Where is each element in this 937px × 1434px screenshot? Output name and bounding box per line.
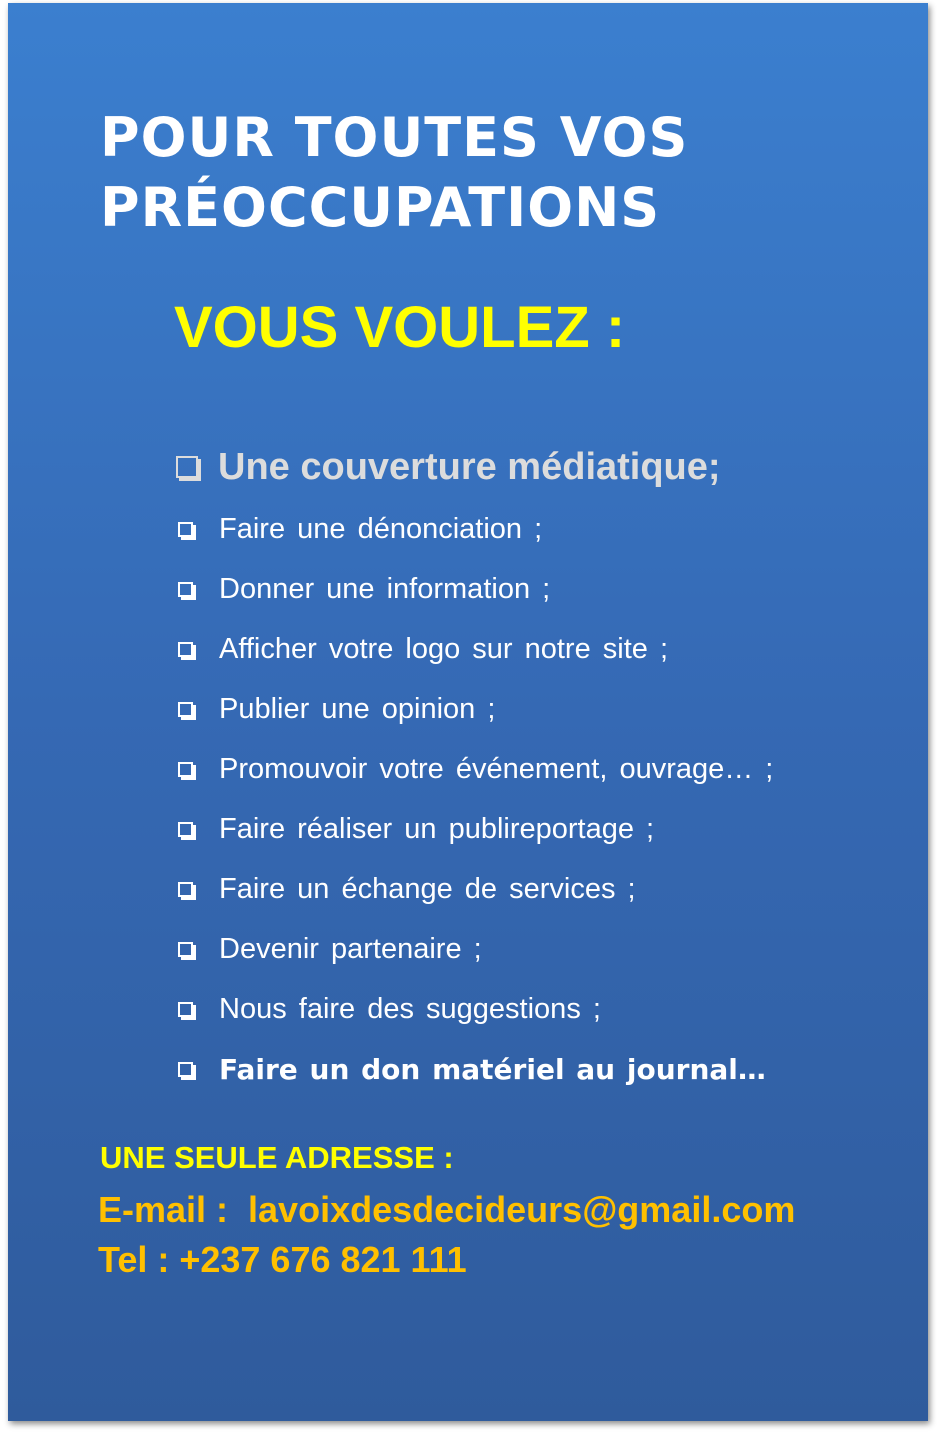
list-item-label: Faire un échange de services ; bbox=[219, 872, 636, 905]
list-item-label: Promouvoir votre événement, ouvrage… ; bbox=[219, 752, 774, 785]
checkbox-square-icon bbox=[178, 1002, 193, 1017]
list-item bbox=[176, 619, 773, 679]
list-item bbox=[176, 799, 773, 859]
list-item bbox=[176, 739, 773, 799]
checkbox-square-icon bbox=[178, 642, 193, 657]
page-title bbox=[100, 103, 688, 243]
list-item-label: Donner une information ; bbox=[219, 572, 551, 605]
checkbox-square-icon bbox=[178, 942, 193, 957]
list-item bbox=[176, 919, 773, 979]
checkbox-square-icon bbox=[178, 822, 193, 837]
list-item-label: Faire un don matériel au journal… bbox=[219, 1052, 766, 1086]
list-item-label: Afficher votre logo sur notre site ; bbox=[219, 632, 669, 665]
list-item bbox=[176, 859, 773, 919]
contact-heading: UNE SEULE ADRESSE : bbox=[100, 1140, 454, 1175]
list-item-label: Publier une opinion ; bbox=[219, 692, 496, 725]
subtitle: VOUS VOULEZ : bbox=[174, 295, 626, 360]
list-item bbox=[176, 979, 773, 1039]
checkbox-square-icon bbox=[176, 456, 198, 478]
checkbox-square-icon bbox=[178, 762, 193, 777]
list-item-label: Nous faire des suggestions ; bbox=[219, 992, 601, 1025]
list-item bbox=[176, 679, 773, 739]
checkbox-square-icon bbox=[178, 582, 193, 597]
checkbox-square-icon bbox=[178, 702, 193, 717]
list-item-label: Une couverture médiatique; bbox=[218, 445, 721, 488]
title-line-1: POUR TOUTES VOS bbox=[100, 106, 689, 169]
flyer-card bbox=[8, 3, 928, 1421]
list-item-lead bbox=[176, 435, 773, 499]
list-item bbox=[176, 559, 773, 619]
service-list bbox=[176, 435, 773, 1099]
list-item-last bbox=[176, 1039, 773, 1099]
list-item-label: Faire réaliser un publireportage ; bbox=[219, 812, 655, 845]
checkbox-square-icon bbox=[178, 1062, 193, 1077]
checkbox-square-icon bbox=[178, 882, 193, 897]
title-line-2: PRÉOCCUPATIONS bbox=[100, 176, 661, 239]
contact-phone: Tel : +237 676 821 111 bbox=[98, 1239, 467, 1280]
checkbox-square-icon bbox=[178, 522, 193, 537]
contact-email: E-mail : lavoixdesdecideurs@gmail.com bbox=[98, 1189, 796, 1230]
list-item-label: Devenir partenaire ; bbox=[219, 932, 482, 965]
list-item-label: Faire une dénonciation ; bbox=[219, 512, 543, 545]
list-item bbox=[176, 499, 773, 559]
